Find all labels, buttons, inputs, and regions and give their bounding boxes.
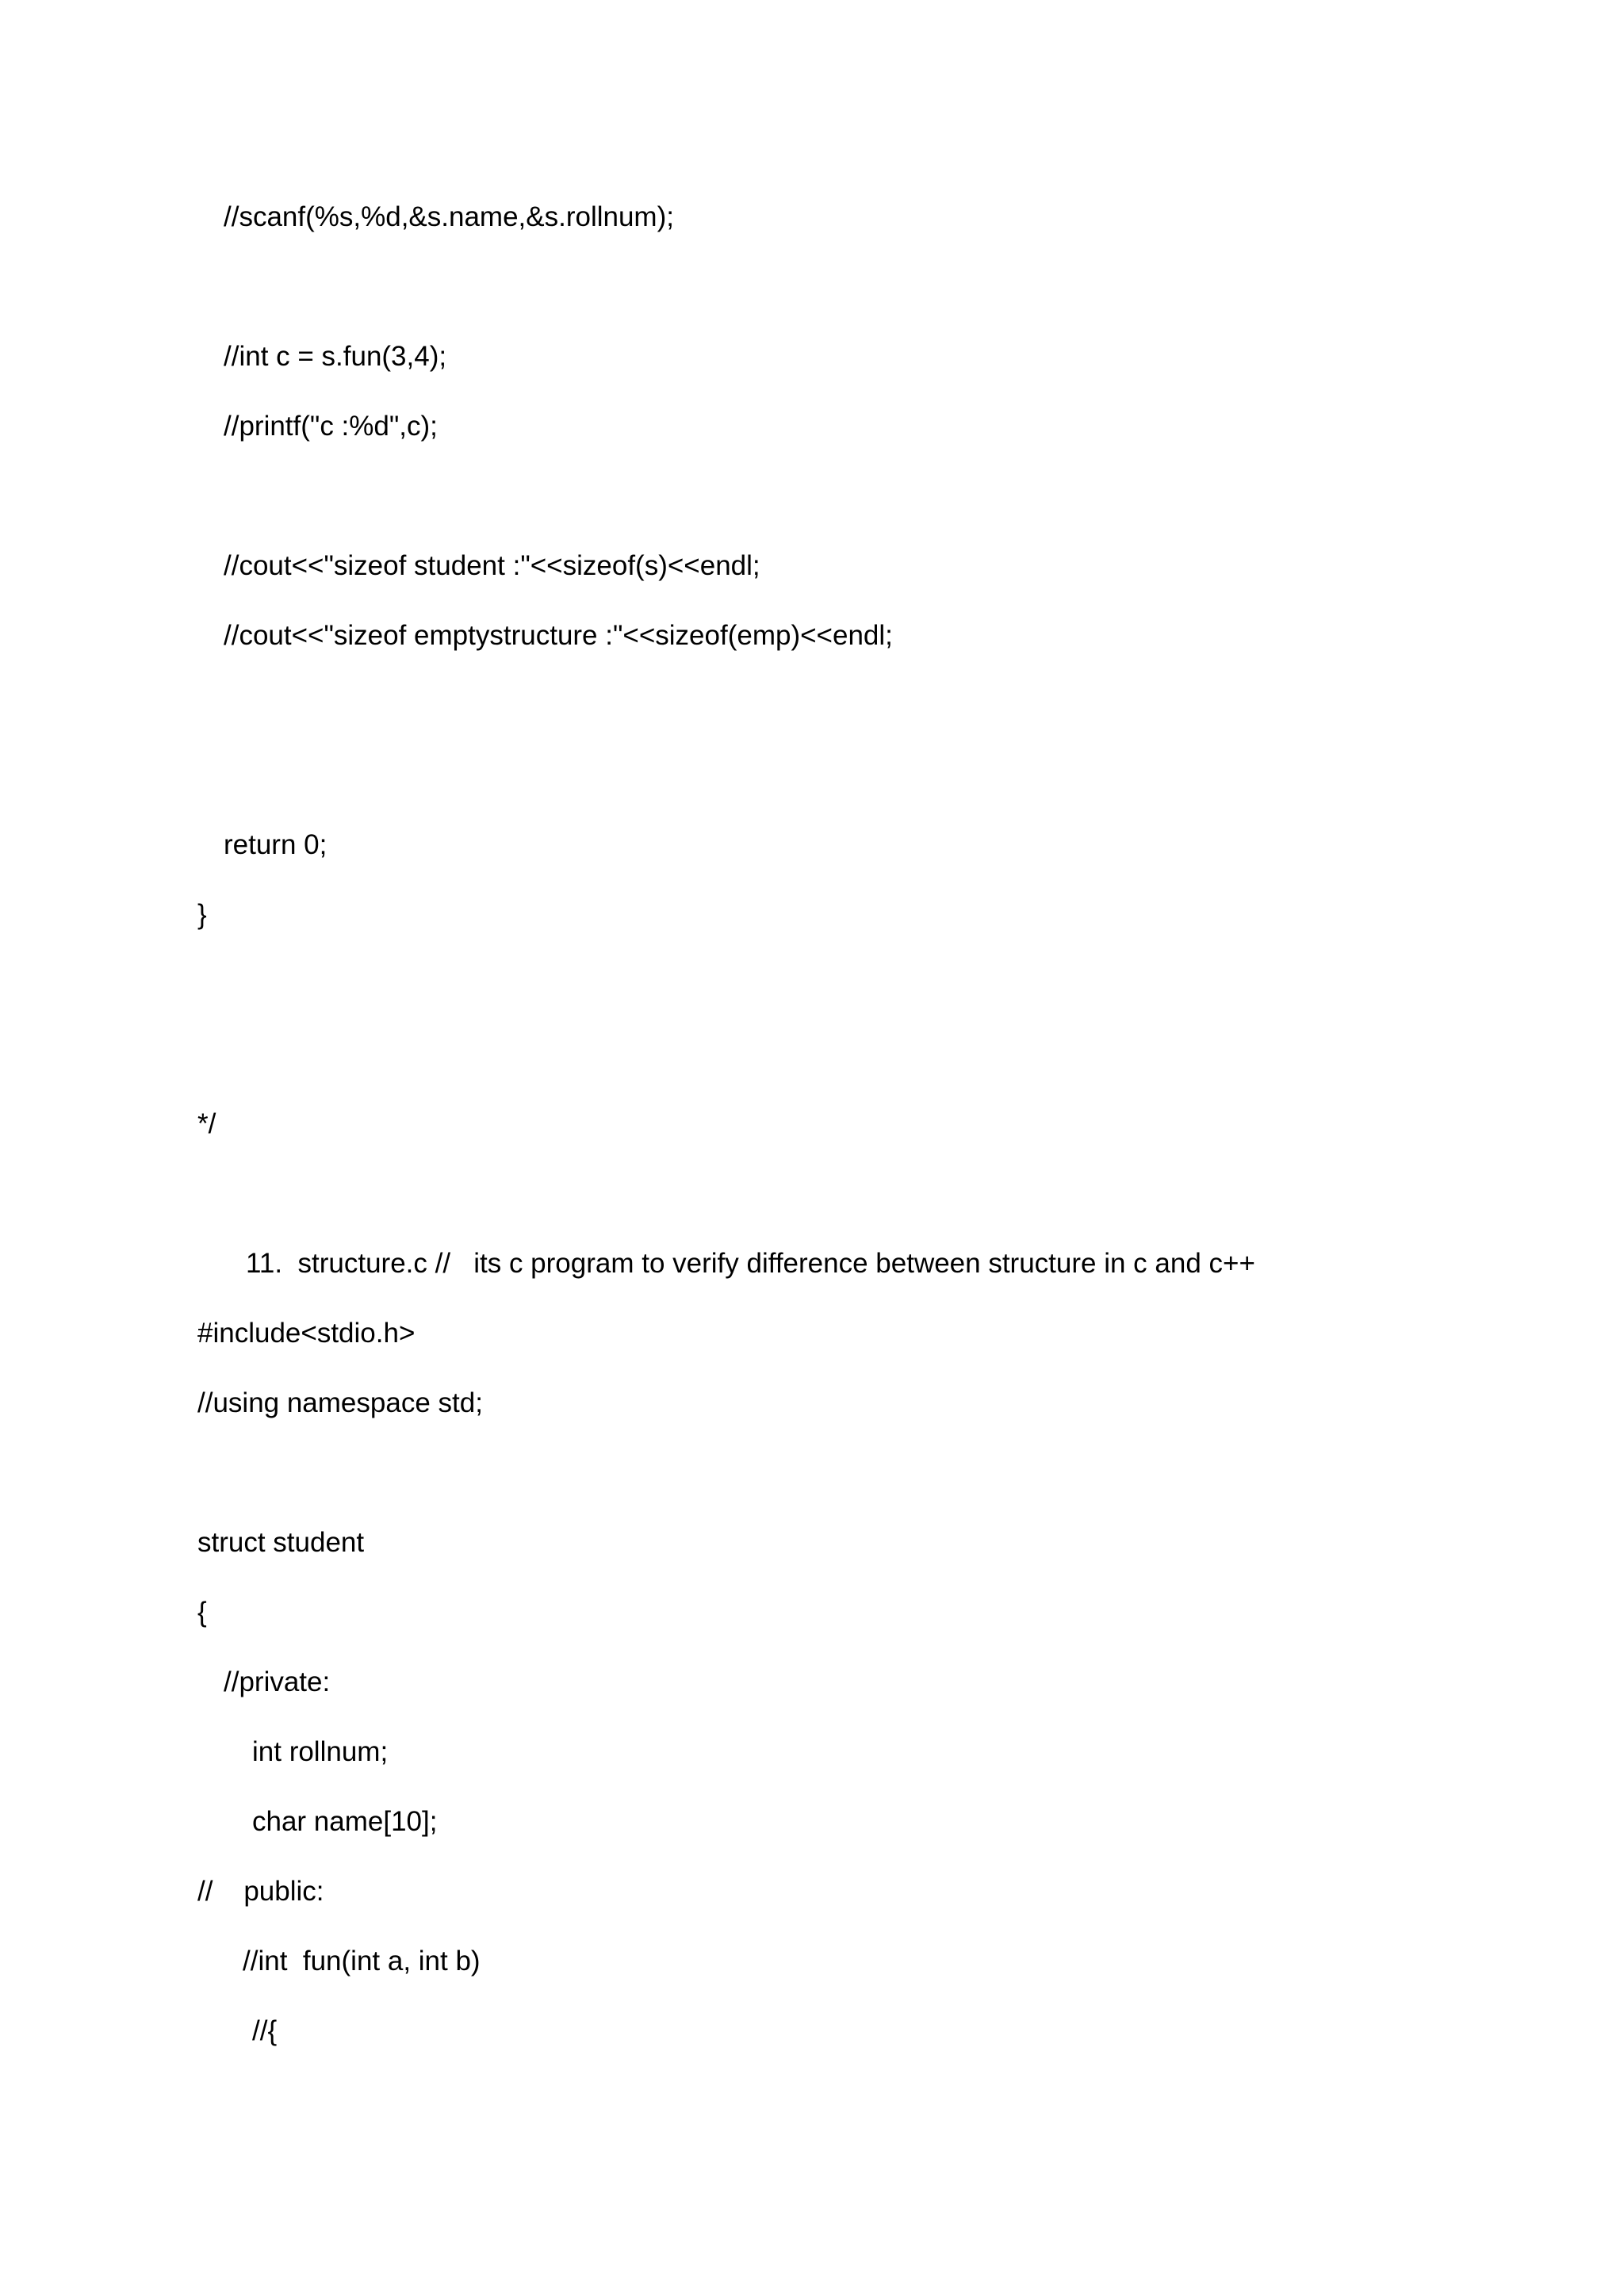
code-line: //using namespace std;: [197, 1387, 483, 1418]
code-line: //int c = s.fun(3,4);: [224, 341, 447, 372]
code-line: //int fun(int a, int b): [243, 1946, 481, 1976]
code-line: //scanf(%s,%d,&s.name,&s.rollnum);: [224, 201, 674, 232]
code-line: char name[10];: [252, 1806, 438, 1837]
code-line: //private:: [224, 1667, 331, 1697]
numbered-heading: 11. structure.c // its c program to verify difference between structure in c and c++: [246, 1248, 1255, 1279]
code-line: #include<stdio.h>: [197, 1318, 416, 1349]
code-line: //{: [252, 2015, 278, 2046]
code-line: //cout<<"sizeof emptystructure :"<<sizeof(emp)<<endl;: [224, 620, 893, 651]
code-line: */: [197, 1108, 216, 1139]
code-line: {: [197, 1597, 207, 1628]
code-line: //cout<<"sizeof student :"<<sizeof(s)<<endl;: [224, 550, 760, 581]
code-line: // public:: [197, 1876, 324, 1907]
code-line: return 0;: [224, 829, 327, 860]
code-line: //printf("c :%d",c);: [224, 411, 438, 442]
code-line: int rollnum;: [252, 1736, 389, 1767]
code-line: }: [197, 899, 207, 930]
code-line: struct student: [197, 1527, 365, 1558]
